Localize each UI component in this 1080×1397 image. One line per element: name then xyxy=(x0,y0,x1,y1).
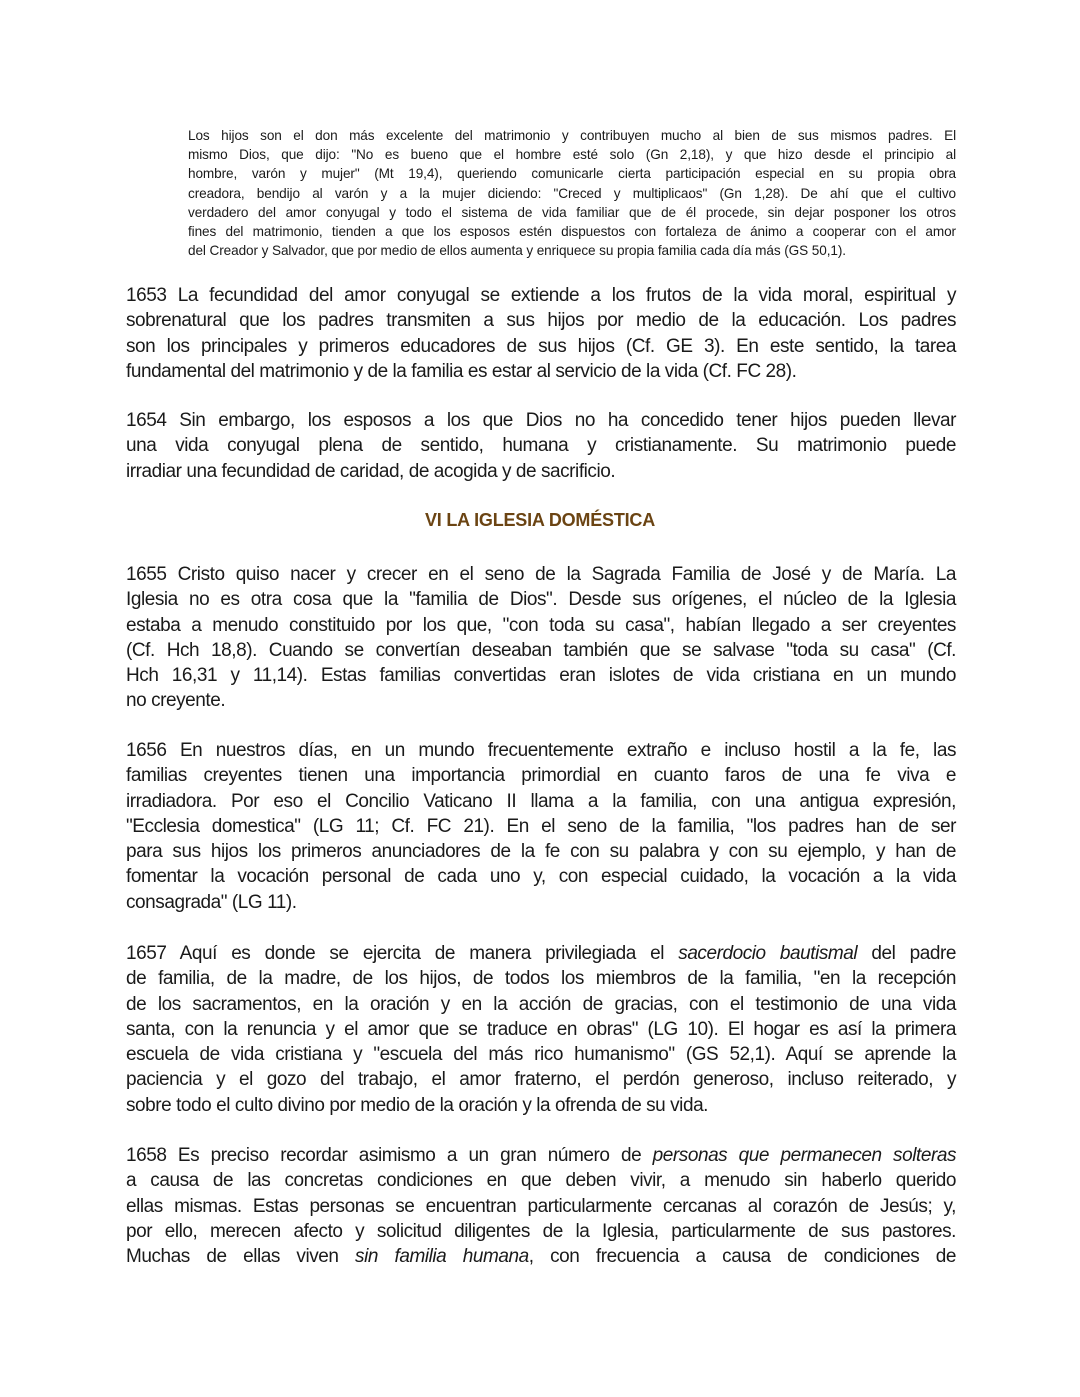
paragraph-line: familias creyentes tienen una importancia primordial en cuanto faros de una fe viva e xyxy=(126,765,956,787)
emphasis-text: personas que permanecen solteras xyxy=(652,1145,956,1166)
text-run: 1657 Aquí es donde se ejercita de manera privilegiada el xyxy=(126,943,679,964)
paragraph-line xyxy=(126,1244,956,1269)
paragraph-line: una vida conyugal plena de sentido, humana y cristianamente. Su matrimonio puede xyxy=(126,435,956,457)
paragraph-line: 1654 Sin embargo, los esposos a los que Dios no ha concedido tener hijos pueden llevar xyxy=(126,410,956,431)
paragraph-line: a causa de las concretas condiciones en que deben vivir, a menudo sin haberlo querido xyxy=(126,1170,956,1192)
paragraph-line: no creyente. xyxy=(126,690,226,712)
quote-line: fines del matrimonio, tienden a que los esposos estén dispuestos con fortaleza de ánimo a cooperar con el amor xyxy=(188,223,956,239)
text-run: Muchas de ellas viven xyxy=(126,1246,356,1268)
section-heading: VI LA IGLESIA DOMÉSTICA xyxy=(424,510,656,530)
paragraph-line: Hch 16,31 y 11,14). Estas familias convertidas eran islotes de vida cristiana en un mundo xyxy=(126,665,956,687)
paragraph-1656 xyxy=(126,738,956,915)
paragraph-1654 xyxy=(126,408,956,484)
paragraph-line: son los principales y primeros educadores de sus hijos (Cf. GE 3). En este sentido, la tarea xyxy=(126,335,956,357)
paragraph-line: sobre todo el culto divino por medio de la oración y la ofrenda de su vida. xyxy=(126,1094,709,1116)
text-run: del padre xyxy=(857,943,957,964)
paragraph-line: de los sacramentos, en la oración y en la acción de gracias, con el testimonio de una vida xyxy=(126,993,956,1015)
paragraph-line: 1653 La fecundidad del amor conyugal se extiende a los frutos de la vida moral, espiritual y xyxy=(126,285,956,306)
paragraph-line: irradiadora. Por eso el Concilio Vaticano II llama a la familia, con una antigua expresión, xyxy=(126,790,956,812)
quote-line: Los hijos son el don más excelente del matrimonio y contribuyen mucho al bien de sus mismos padres. El xyxy=(188,128,956,143)
paragraph-line: 1656 En nuestros días, en un mundo frecuentemente extraño e incluso hostil a la fe, las xyxy=(126,740,956,761)
paragraph-line: santa, con la renuncia y el amor que se traduce en obras" (LG 10). El hogar es así la primera xyxy=(126,1018,956,1040)
paragraph-line: (Cf. Hch 18,8). Cuando se convertían deseaban también que se salvase "toda su casa" (Cf. xyxy=(126,639,956,661)
paragraph-line: estaba a menudo constituido por los que, "con toda su casa", habían llegado a ser creyentes xyxy=(126,614,956,636)
text-run: 1658 Es preciso recordar asimismo a un gran número de xyxy=(126,1145,653,1166)
quote-block xyxy=(188,126,956,260)
paragraph-line: ellas mismas. Estas personas se encuentran particularmente cercanas al corazón de Jesús; y, xyxy=(126,1195,956,1217)
quote-line: verdadero del amor conyugal y todo el sistema de vida familiar que de él procede, sin dejar posponer los otros xyxy=(188,204,956,220)
paragraph-line: sobrenatural que los padres transmiten a sus hijos por medio de la educación. Los padres xyxy=(126,310,956,332)
paragraph-line: fundamental del matrimonio y de la familia es estar al servicio de la vida (Cf. FC 28). xyxy=(126,360,797,382)
paragraph-line: escuela de vida cristiana y "escuela del más rico humanismo" (GS 52,1). Aquí se aprende la xyxy=(126,1044,956,1066)
quote-line: hombre, varón y mujer" (Mt 19,4), queriendo comunicarle cierta participación especial en su propia obra xyxy=(188,166,956,182)
paragraph-line: por ello, merecen afecto y solicitud diligentes de la Iglesia, particularmente de sus pastores. xyxy=(126,1220,956,1242)
quote-line: mismo Dios, que dijo: "No es bueno que el hombre esté solo (Gn 2,18), y que hizo desde el principio al xyxy=(188,147,956,163)
paragraph-line: fomentar la vocación personal de cada uno y, con especial cuidado, la vocación a la vida xyxy=(126,866,956,888)
paragraph-line: "Ecclesia domestica" (LG 11; Cf. FC 21). En el seno de la familia, "los padres han de ser xyxy=(126,815,956,837)
text-run: , con frecuencia a causa de condiciones de xyxy=(528,1246,957,1268)
paragraph-line: paciencia y el gozo del trabajo, el amor fraterno, el perdón generoso, incluso reiterado, y xyxy=(126,1069,956,1091)
quote-line: creadora, bendijo al varón y a la mujer diciendo: "Creced y multiplicaos" (Gn 1,28). De ahí que el cultivo xyxy=(188,185,956,201)
paragraph-line: irradiar una fecundidad de caridad, de acogida y de sacrificio. xyxy=(126,460,616,482)
paragraph-line: 1655 Cristo quiso nacer y crecer en el seno de la Sagrada Familia de José y de María. La xyxy=(126,564,956,585)
paragraph-line xyxy=(126,941,956,966)
paragraph-1658 xyxy=(126,1143,956,1269)
emphasis-text: sin familia humana xyxy=(355,1246,529,1268)
paragraph-1655 xyxy=(126,562,956,714)
paragraph-1653 xyxy=(126,283,956,384)
paragraph-line: consagrada" (LG 11). xyxy=(126,891,297,913)
quote-line: del Creador y Salvador, que por medio de ellos aumenta y enriquece su propia familia cada día más (GS 50,1). xyxy=(188,243,846,259)
paragraph-line: para sus hijos los primeros anunciadores de la fe con su palabra y con su ejemplo, y han de xyxy=(126,841,956,863)
paragraph-1657 xyxy=(126,941,956,1118)
emphasis-text: sacerdocio bautismal xyxy=(678,943,858,964)
paragraph-line xyxy=(126,1143,956,1168)
paragraph-line: Iglesia no es otra cosa que la "familia de Dios". Desde sus orígenes, el núcleo de la Iglesia xyxy=(126,589,956,611)
paragraph-line: de familia, de la madre, de los hijos, de todos los miembros de la familia, "en la recepción xyxy=(126,968,956,990)
